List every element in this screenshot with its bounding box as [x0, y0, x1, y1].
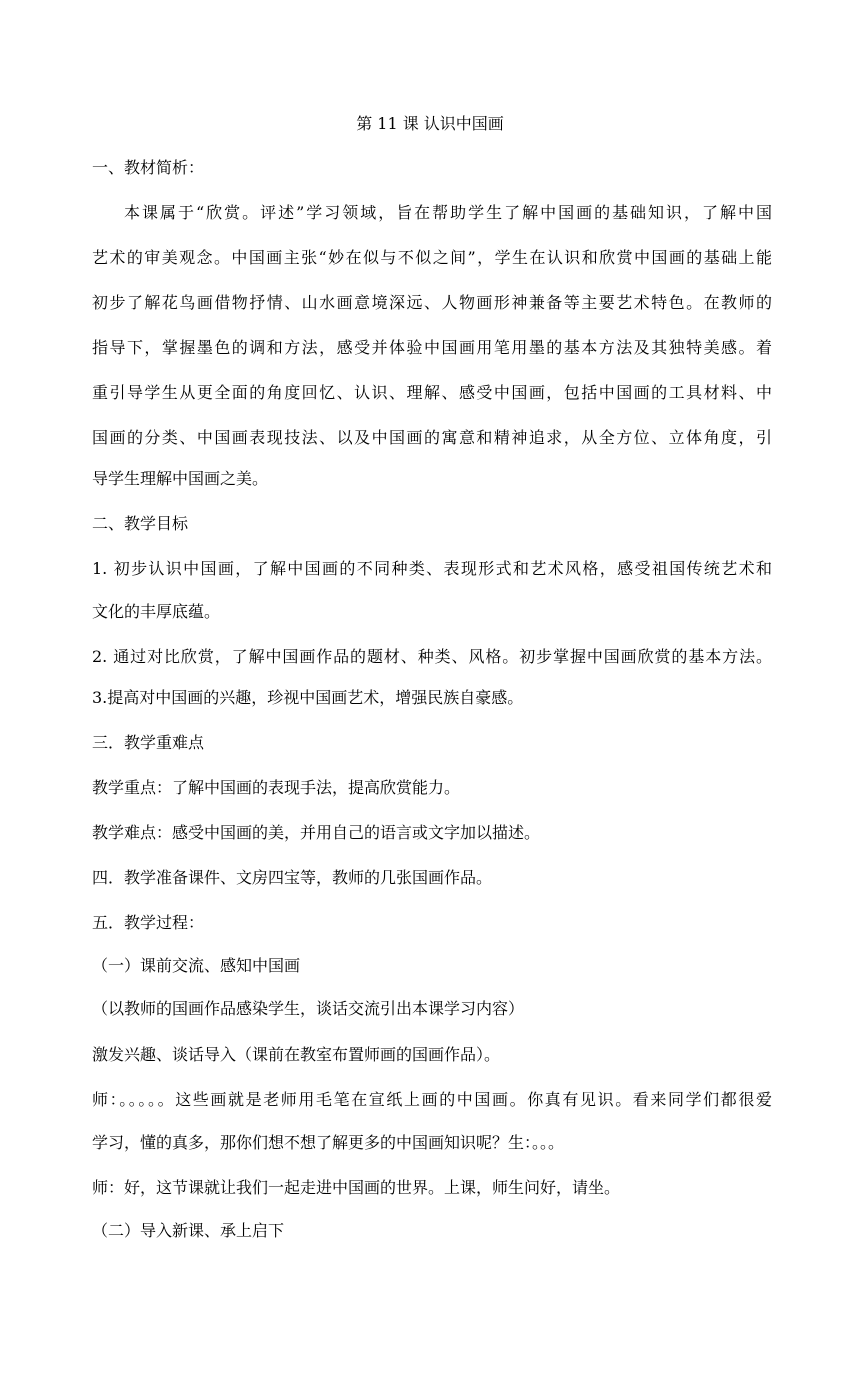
paragraph-line: 国画的分类、中国画表现技法、以及中国画的寓意和精神追求，从全方位、立体角度，引 [92, 428, 772, 447]
objective-line: 3.提高对中国画的兴趣，珍视中国画艺术，增强民族自豪感。 [92, 688, 524, 707]
paragraph-line: 本课属于“欣赏。评述”学习领域，旨在帮助学生了解中国画的基础知识，了解中国 [124, 203, 772, 222]
section-heading-objectives: 二、教学目标 [92, 514, 189, 533]
objective-line: 1. 初步认识中国画，了解中国画的不同种类、表现形式和艺术风格，感受祖国传统艺术和 [92, 559, 772, 578]
document-title: 第 11 课 认识中国画 [356, 114, 504, 133]
paragraph-line: 重引导学生从更全面的角度回忆、认识、理解、感受中国画，包括中国画的工具材料、中 [92, 383, 772, 402]
process-line: 激发兴趣、谈话导入（课前在教室布置师画的国画作品）。 [92, 1045, 501, 1064]
dialogue-line: 学习，懂的真多，那你们想不想了解更多的中国画知识呢？生：。。。 [92, 1133, 565, 1152]
objective-line: 文化的丰厚底蕴。 [92, 602, 221, 621]
difficulty-line: 教学难点：感受中国画的美，并用自己的语言或文字加以描述。 [92, 823, 541, 842]
paragraph-line: 艺术的审美观念。中国画主张“妙在似与不似之间”，学生在认识和欣赏中国画的基础上能 [92, 248, 772, 267]
section-heading-analysis: 一、教材简析： [92, 158, 205, 177]
objective-line: 2. 通过对比欣赏，了解中国画作品的题材、种类、风格。初步掌握中国画欣赏的基本方法。 [92, 647, 772, 666]
paragraph-line: 导学生理解中国画之美。 [92, 469, 269, 488]
subsection-heading: （一）课前交流、感知中国画 [92, 956, 301, 975]
paragraph-line: 指导下，掌握墨色的调和方法，感受并体验中国画用笔用墨的基本方法及其独特美感。着 [92, 338, 772, 357]
subsection-heading: （二）导入新课、承上启下 [92, 1221, 285, 1240]
dialogue-line: 师：好，这节课就让我们一起走进中国画的世界。上课，师生问好，请坐。 [92, 1178, 621, 1197]
section-heading-key-points: 三．教学重难点 [92, 733, 205, 752]
process-note-line: （以教师的国画作品感染学生，谈话交流引出本课学习内容） [92, 999, 525, 1018]
preparation-line: 四．教学准备课件、文房四宝等，教师的几张国画作品。 [92, 868, 493, 887]
paragraph-line: 初步了解花鸟画借物抒情、山水画意境深远、人物画形神兼备等主要艺术特色。在教师的 [92, 293, 772, 312]
section-heading-process: 五．教学过程： [92, 913, 205, 932]
dialogue-line: 师：。。。。。这些画就是老师用毛笔在宣纸上画的中国画。你真有见识。看来同学们都很爱 [92, 1090, 772, 1109]
key-point-line: 教学重点：了解中国画的表现手法，提高欣赏能力。 [92, 778, 461, 797]
